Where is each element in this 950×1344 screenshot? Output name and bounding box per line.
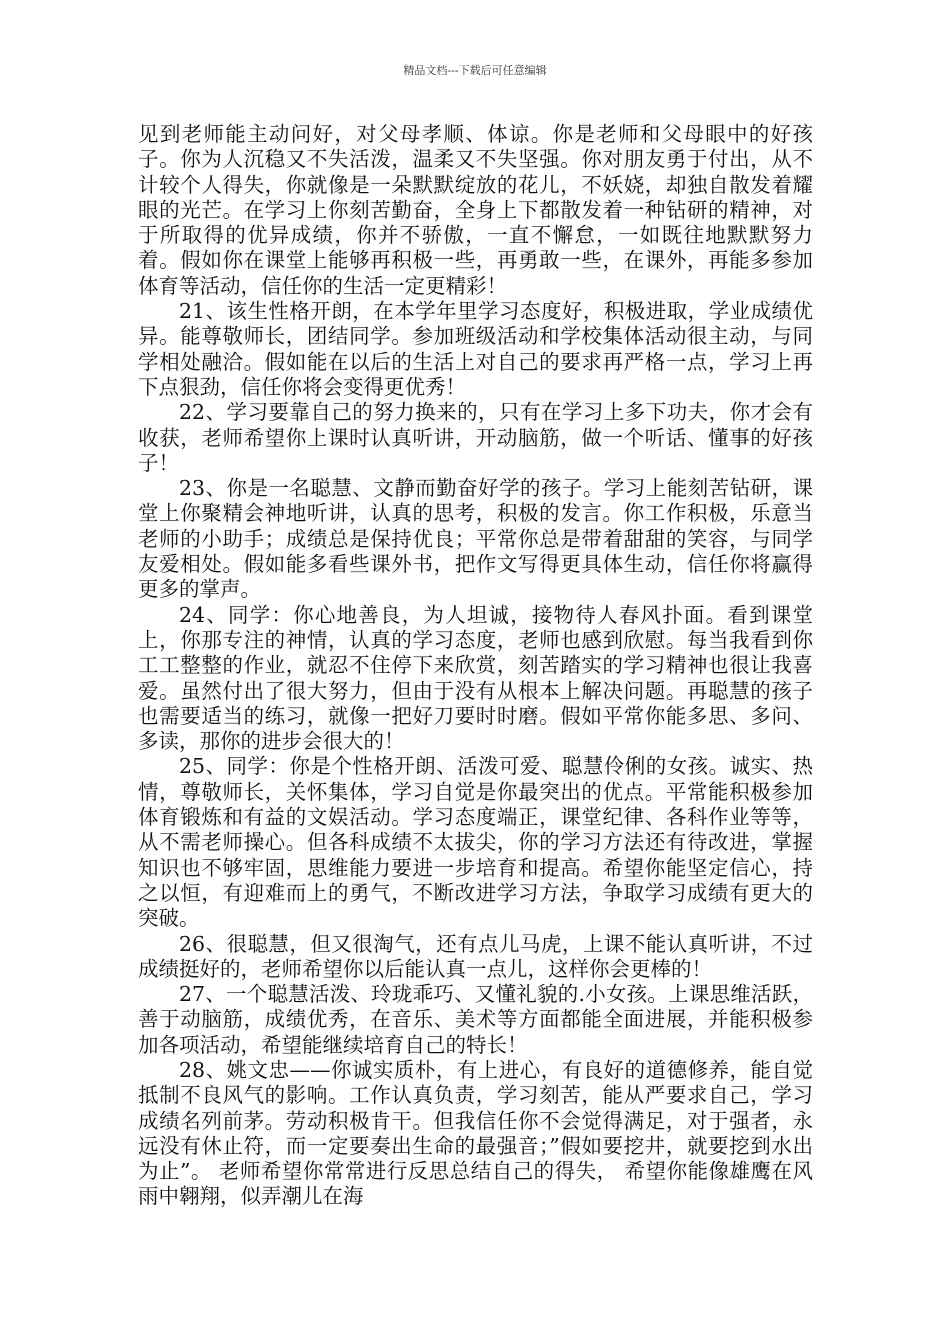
paragraph-22: 22、学习要靠自己的努力换来的，只有在学习上多下功夫，你才会有收获，老师希望你上课时认真听讲，开动脑筋，做一个听话、懂事的好孩子！ (138, 400, 813, 475)
paragraph-26: 26、很聪慧，但又很淘气，还有点儿马虎，上课不能认真听讲，不过成绩挺好的，老师希望你以后能认真一点儿，这样你会更棒的！ (138, 931, 813, 981)
document-body (138, 122, 813, 1210)
paragraph-intro: 见到老师能主动问好，对父母孝顺、体谅。你是老师和父母眼中的好孩子。你为人沉稳又不失活泼，温柔又不失坚强。你对朋友勇于付出，从不计较个人得失，你就像是一朵默默绽放的花儿，不妖娆，却独自散发着耀眼的光芒。在学习上你刻苦勤奋，全身上下都散发着一种钻研的精神，对于所取得的优异成绩，你并不骄傲，一直不懈怠，一如既往地默默努力着。假如你在课堂上能够再积极一些，再勇敢一些，在课外，再能多参加体育等活动，信任你的生活一定更精彩！ (138, 122, 813, 298)
page-header: 精品文档---下载后可任意编辑 (403, 64, 547, 77)
paragraph-25: 25、同学：你是个性格开朗、活泼可爱、聪慧伶俐的女孩。诚实、热情，尊敬师长，关怀集体，学习自觉是你最突出的优点。平常能积极参加体育锻炼和有益的文娱活动。学习态度端正，课堂纪律、各科作业等等，从不需老师操心。但各科成绩不太拔尖，你的学习方法还有待改进，掌握知识也不够牢固，思维能力要进一步培育和提高。希望你能坚定信心，持之以恒，有迎难而上的勇气，不断改进学习方法，争取学习成绩有更大的突破。 (138, 754, 813, 931)
paragraph-24: 24、同学：你心地善良，为人坦诚，接物待人春风扑面。看到课堂上，你那专注的神情，认真的学习态度，老师也感到欣慰。每当我看到你工工整整的作业，就忍不住停下来欣赏，刻苦踏实的学习精神也很让我喜爱。虽然付出了很大努力，但由于没有从根本上解决问题。再聪慧的孩子也需要适当的练习，就像一把好刀要时时磨。假如平常你能多思、多问、多读，那你的进步会很大的！ (138, 602, 813, 754)
paragraph-23: 23、你是一名聪慧、文静而勤奋好学的孩子。学习上能刻苦钻研，课堂上你聚精会神地听讲，认真的思考，积极的发言。你工作积极，乐意当老师的小助手；成绩总是保持优良；平常你总是带着甜甜的笑容，与同学友爱相处。假如能多看些课外书，把作文写得更具体生动，信任你将赢得更多的掌声。 (138, 476, 813, 602)
paragraph-21: 21、该生性格开朗，在本学年里学习态度好，积极进取，学业成绩优异。能尊敬师长，团结同学。参加班级活动和学校集体活动很主动，与同学相处融洽。假如能在以后的生活上对自己的要求再严格一点，学习上再下点狠劲，信任你将会变得更优秀！ (138, 299, 813, 399)
paragraph-28: 28、姚文忠——你诚实质朴，有上进心，有良好的道德修养，能自觉抵制不良风气的影响。工作认真负责，学习刻苦，能从严要求自己，学习成绩名列前茅。劳动积极肯干。但我信任你不会觉得满足，对于强者，永远没有休止符，而一定要奏出生命的最强音；”假如要挖井，就要挖到水出为止”。 老师希望你常常进行反思总结自己的得失， 希望你能像雄鹰在风雨中翱翔，似弄潮儿在海 (138, 1057, 813, 1209)
paragraph-27: 27、一个聪慧活泼、玲珑乖巧、又懂礼貌的.小女孩。上课思维活跃，善于动脑筋，成绩优秀，在音乐、美术等方面都能全面进展，并能积极参加各项活动，希望能继续培育自己的特长！ (138, 982, 813, 1057)
